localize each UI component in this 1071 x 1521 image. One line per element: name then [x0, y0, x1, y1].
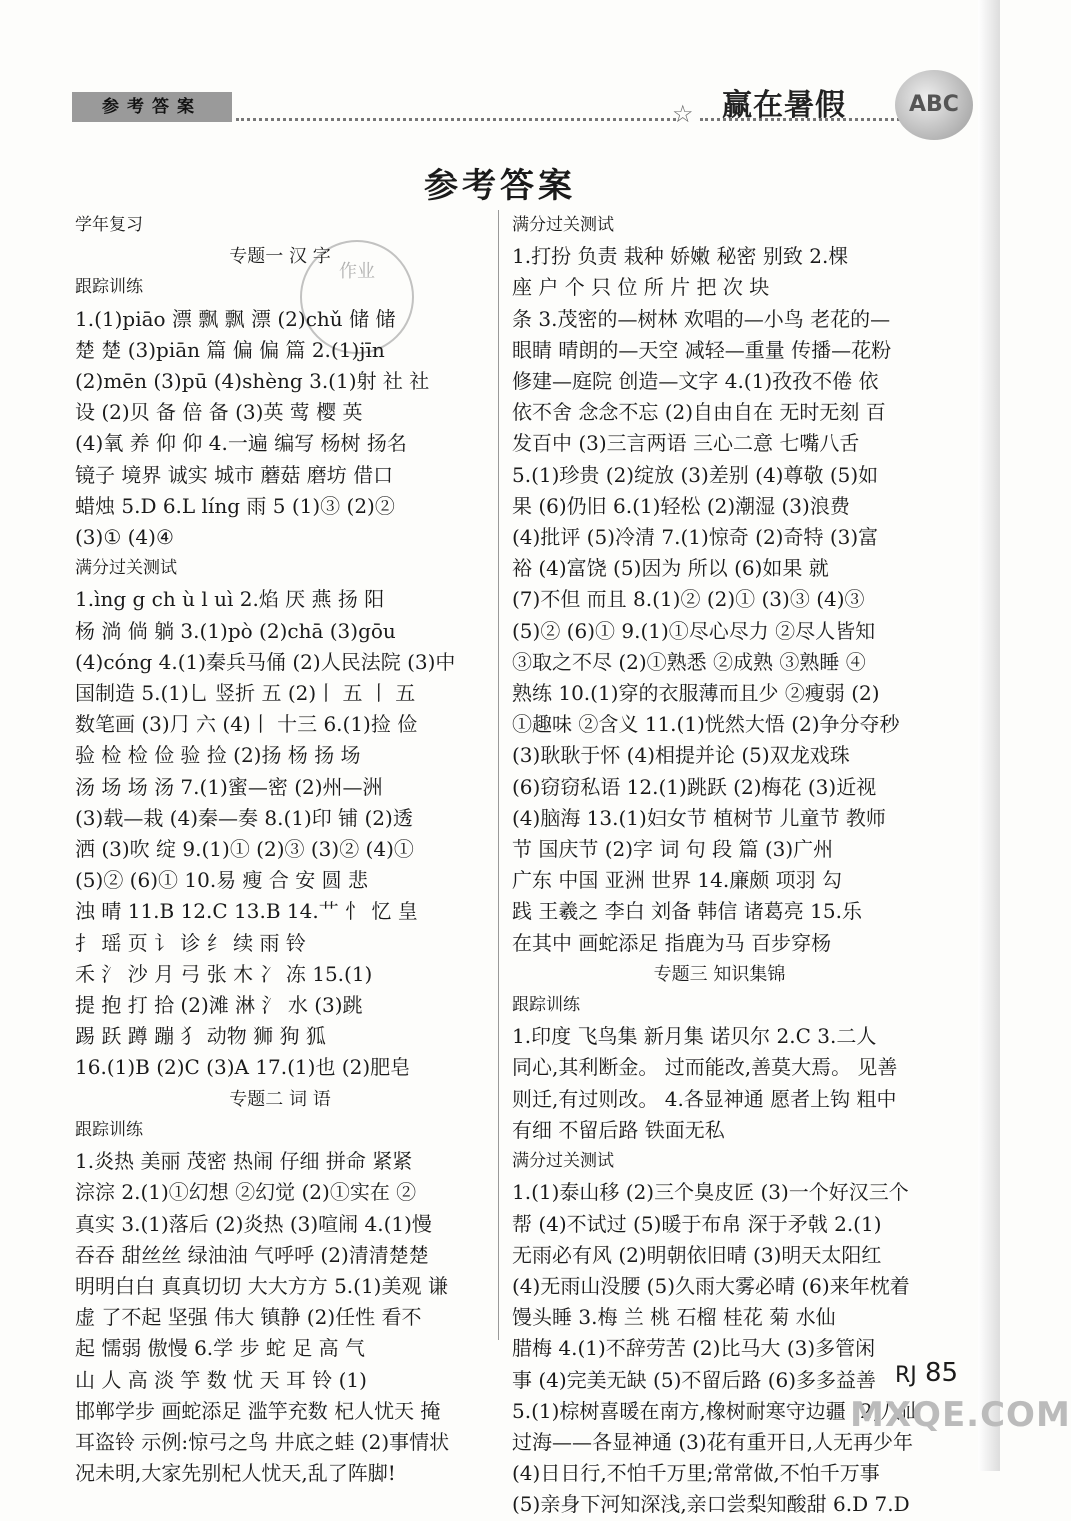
column-divider	[498, 210, 499, 1340]
answer-line: (7)不但 而且 8.(1)② (2)① (3)③ (4)③	[512, 587, 865, 612]
stamp-watermark: 作业	[300, 240, 414, 354]
answer-line: 满分过关测试	[512, 215, 614, 235]
answer-line: 起 懦弱 傲慢 6.学 步 蛇 足 高 气	[75, 1336, 365, 1361]
answer-line: 扌 瑶 页 讠 诊 纟 续 雨 铃	[75, 930, 306, 955]
answer-line: 杨 淌 倘 躺 3.(1)pò (2)chā (3)gōu	[75, 618, 396, 643]
answer-line: 蜡烛 5.D 6.L líng 雨 5 (1)③ (2)②	[75, 493, 395, 518]
answer-line: 跟踪训练	[75, 1119, 143, 1140]
answer-line: 禾 氵 沙 月 弓 张 木 冫 冻 15.(1)	[75, 961, 373, 986]
answer-line: 5.(1)棕树喜暖在南方,橡树耐寒守边疆 (2)八仙	[512, 1398, 921, 1423]
answer-line: (4)无雨山没腰 (5)久雨大雾必晴 (6)来年枕着	[512, 1273, 910, 1298]
edition-label: RJ	[895, 1363, 917, 1388]
answer-line: 汤 场 场 汤 7.(1)蜜—密 (2)州—洲	[75, 774, 383, 799]
answer-line: 裕 (4)富饶 (5)因为 所以 (6)如果 就	[512, 556, 829, 581]
answer-line: ③取之不尽 (2)①熟悉 ②成熟 ③熟睡 ④	[512, 649, 866, 674]
answer-line: 设 (2)贝 备 倍 备 (3)英 莺 樱 英	[75, 400, 363, 425]
answer-line: 事 (4)完美无缺 (5)不留后路 (6)多多益善	[512, 1367, 877, 1392]
answer-line: 洒 (3)吹 绽 9.(1)① (2)③ (3)② (4)①	[75, 837, 414, 862]
answer-line: 山 人 高 淡 竽 数 忧 天 耳 铃 (1)	[75, 1367, 367, 1392]
left-column	[75, 210, 485, 1489]
answer-line: 修建—庭院 创造—文字 4.(1)孜孜不倦 依	[512, 369, 879, 394]
answer-line: 则迁,有过则改。 4.各显神通 愿者上钩 粗中	[512, 1086, 897, 1111]
answer-line: (5)② (6)① 9.(1)①尽心尽力 ②尽人皆知	[512, 618, 876, 643]
answer-line: 条 3.茂密的—树林 欢唱的—小鸟 老花的—	[512, 306, 891, 331]
answer-line: 踢 跃 蹲 蹦 犭 动物 狮 狗 狐	[75, 1024, 326, 1049]
answer-line: 提 抱 打 拾 (2)滩 淋 氵 水 (3)跳	[75, 993, 363, 1018]
answer-line: 1.炎热 美丽 茂密 热闹 仔细 拼命 紧紧	[75, 1149, 413, 1174]
answer-line: (4)批评 (5)冷清 7.(1)惊奇 (2)奇特 (3)富	[512, 525, 879, 550]
answer-line: 专题一 汉 字	[229, 246, 331, 268]
right-column	[512, 210, 927, 1521]
answer-line: 耳盗铃 示例:惊弓之鸟 井底之蛙 (2)事情状	[75, 1429, 450, 1454]
answer-line: (2)mēn (3)pū (4)shèng 3.(1)射 社 社	[75, 369, 430, 394]
answer-line: 数笔画 (3)⺆ 六 (4)丨 十三 6.(1)捡 俭	[75, 712, 418, 737]
answer-line: (3)耿耿于怀 (4)相提并论 (5)双龙戏珠	[512, 743, 850, 768]
answer-line: 16.(1)B (2)C (3)A 17.(1)也 (2)肥皂	[75, 1055, 411, 1080]
answer-line: (4)cóng 4.(1)秦兵马俑 (2)人民法院 (3)中	[75, 649, 456, 674]
abc-logo-icon: ABC	[895, 70, 973, 140]
page-title: 参考答案	[424, 166, 576, 206]
answer-line: 况未明,大家先别杞人忧天,乱了阵脚!	[75, 1461, 396, 1486]
answer-line: 有细 不留后路 铁面无私	[512, 1117, 725, 1142]
site-watermark: MXQE.COM	[850, 1395, 1071, 1435]
answer-line: 广东 中国 亚洲 世界 14.廉颇 项羽 勾	[512, 868, 842, 893]
answer-line: 过海——各显神通 (3)花有重开日,人无再少年	[512, 1429, 914, 1454]
answer-line: 同心,其利断金。 过而能改,善莫大焉。 见善	[512, 1055, 898, 1080]
page-edge-shadow	[978, 0, 1000, 1471]
answer-line: 满分过关测试	[512, 1151, 614, 1172]
answer-line: 发百中 (3)三言两语 三心二意 七嘴八舌	[512, 431, 860, 456]
answer-line: 在其中 画蛇添足 指鹿为马 百步穿杨	[512, 930, 832, 955]
brand-title: 赢在暑假	[722, 88, 846, 123]
answer-line: (4)脑海 13.(1)妇女节 植树节 儿童节 教师	[512, 805, 886, 830]
answer-line: 熟练 10.(1)穿的衣服薄而且少 ②瘦弱 (2)	[512, 681, 880, 706]
answer-line: 跟踪训练	[512, 995, 580, 1016]
answer-line: 专题三 知识集锦	[653, 963, 786, 985]
answer-line: 帮 (4)不试过 (5)暖于布帛 深于矛戟 2.(1)	[512, 1211, 882, 1236]
answer-line: 浊 晴 11.B 12.C 13.B 14.艹 忄 忆 皇	[75, 899, 418, 924]
answer-line: (3)载—栽 (4)秦—奏 8.(1)印 铺 (2)透	[75, 805, 413, 830]
answer-line: 座 户 个 只 位 所 片 把 次 块	[512, 275, 770, 300]
answer-line: 眼睛 晴朗的—天空 减轻—重量 传播—花粉	[512, 337, 892, 362]
answer-line: 满分过关测试	[75, 558, 177, 579]
answer-line: 专题二 词 语	[229, 1088, 331, 1110]
answer-line: (5)亲身下河知深浅,亲口尝梨知酸甜 6.D 7.D	[512, 1492, 910, 1517]
answer-line: (4)日日行,不怕千万里;常常做,不怕千万事	[512, 1461, 880, 1486]
answer-line: 国制造 5.(1)乚 竖折 五 (2)丨 五 丨 五	[75, 681, 416, 706]
answer-line: (3)① (4)④	[75, 525, 174, 550]
answer-line: 5.(1)珍贵 (2)绽放 (3)差别 (4)尊敬 (5)如	[512, 462, 879, 487]
answer-line: 1.印度 飞鸟集 新月集 诺贝尔 2.C 3.二人	[512, 1024, 877, 1049]
answer-line: 无雨必有风 (2)明朝依旧晴 (3)明天太阳红	[512, 1242, 882, 1267]
header-dotted-rule	[236, 118, 676, 121]
star-icon: ☆	[672, 100, 694, 128]
answer-line: 果 (6)仍旧 6.(1)轻松 (2)潮湿 (3)浪费	[512, 493, 850, 518]
answer-line: 跟踪训练	[75, 277, 143, 298]
answer-line: 腊梅 4.(1)不辞劳苦 (2)比马大 (3)多管闲	[512, 1336, 876, 1361]
header-tab: 参考答案	[72, 92, 232, 122]
answer-line: 吞吞 甜丝丝 绿油油 气呼呼 (2)清清楚楚	[75, 1242, 429, 1267]
answer-line: 1.ìng g ch ù l uì 2.焰 厌 燕 扬 阳	[75, 587, 385, 612]
answer-line: 践 王羲之 李白 刘备 韩信 诸葛亮 15.乐	[512, 899, 862, 924]
answer-line: 明明白白 真真切切 大大方方 5.(1)美观 谦	[75, 1273, 448, 1298]
answer-line: 1.打扮 负责 栽种 娇嫩 秘密 别致 2.棵	[512, 244, 849, 269]
answer-line: 邯郸学步 画蛇添足 滥竽充数 杞人忧天 掩	[75, 1398, 441, 1423]
answer-line: 真实 3.(1)落后 (2)炎热 (3)喧闹 4.(1)慢	[75, 1211, 432, 1236]
answer-line: 学年复习	[75, 215, 143, 235]
answer-line: 依不舍 念念不忘 (2)自由自在 无时无刻 百	[512, 400, 886, 425]
answer-line: (6)窃窃私语 12.(1)跳跃 (2)梅花 (3)近视	[512, 774, 877, 799]
answer-line: 馒头睡 3.梅 兰 桃 石榴 桂花 菊 水仙	[512, 1305, 836, 1330]
answer-line: (5)② (6)① 10.易 瘦 合 安 圆 悲	[75, 868, 368, 893]
answer-line: 1.(1)泰山移 (2)三个臭皮匠 (3)一个好汉三个	[512, 1180, 909, 1205]
answer-line: 虚 了不起 坚强 伟大 镇静 (2)任性 看不	[75, 1305, 422, 1330]
answer-line: 镜子 境界 诚实 城市 蘑菇 磨坊 借口	[75, 462, 394, 487]
answer-line: 1.(1)piāo 漂 飘 飘 漂 (2)chǔ 储 储	[75, 306, 396, 331]
answer-line: 淙淙 2.(1)①幻想 ②幻觉 (2)①实在 ②	[75, 1180, 417, 1205]
answer-line: ①趣味 ②含义 11.(1)恍然大悟 (2)争分夺秒	[512, 712, 900, 737]
answer-line: (4)氧 养 仰 仰 4.一遍 编写 杨树 扬名	[75, 431, 407, 456]
answer-line: 楚 楚 (3)piān 篇 偏 偏 篇 2.(1)jīn	[75, 337, 385, 362]
answer-line: 验 检 检 俭 验 捡 (2)扬 杨 扬 场	[75, 743, 361, 768]
page-number: 85	[925, 1358, 959, 1388]
answer-line: 节 国庆节 (2)字 词 句 段 篇 (3)广州	[512, 837, 834, 862]
